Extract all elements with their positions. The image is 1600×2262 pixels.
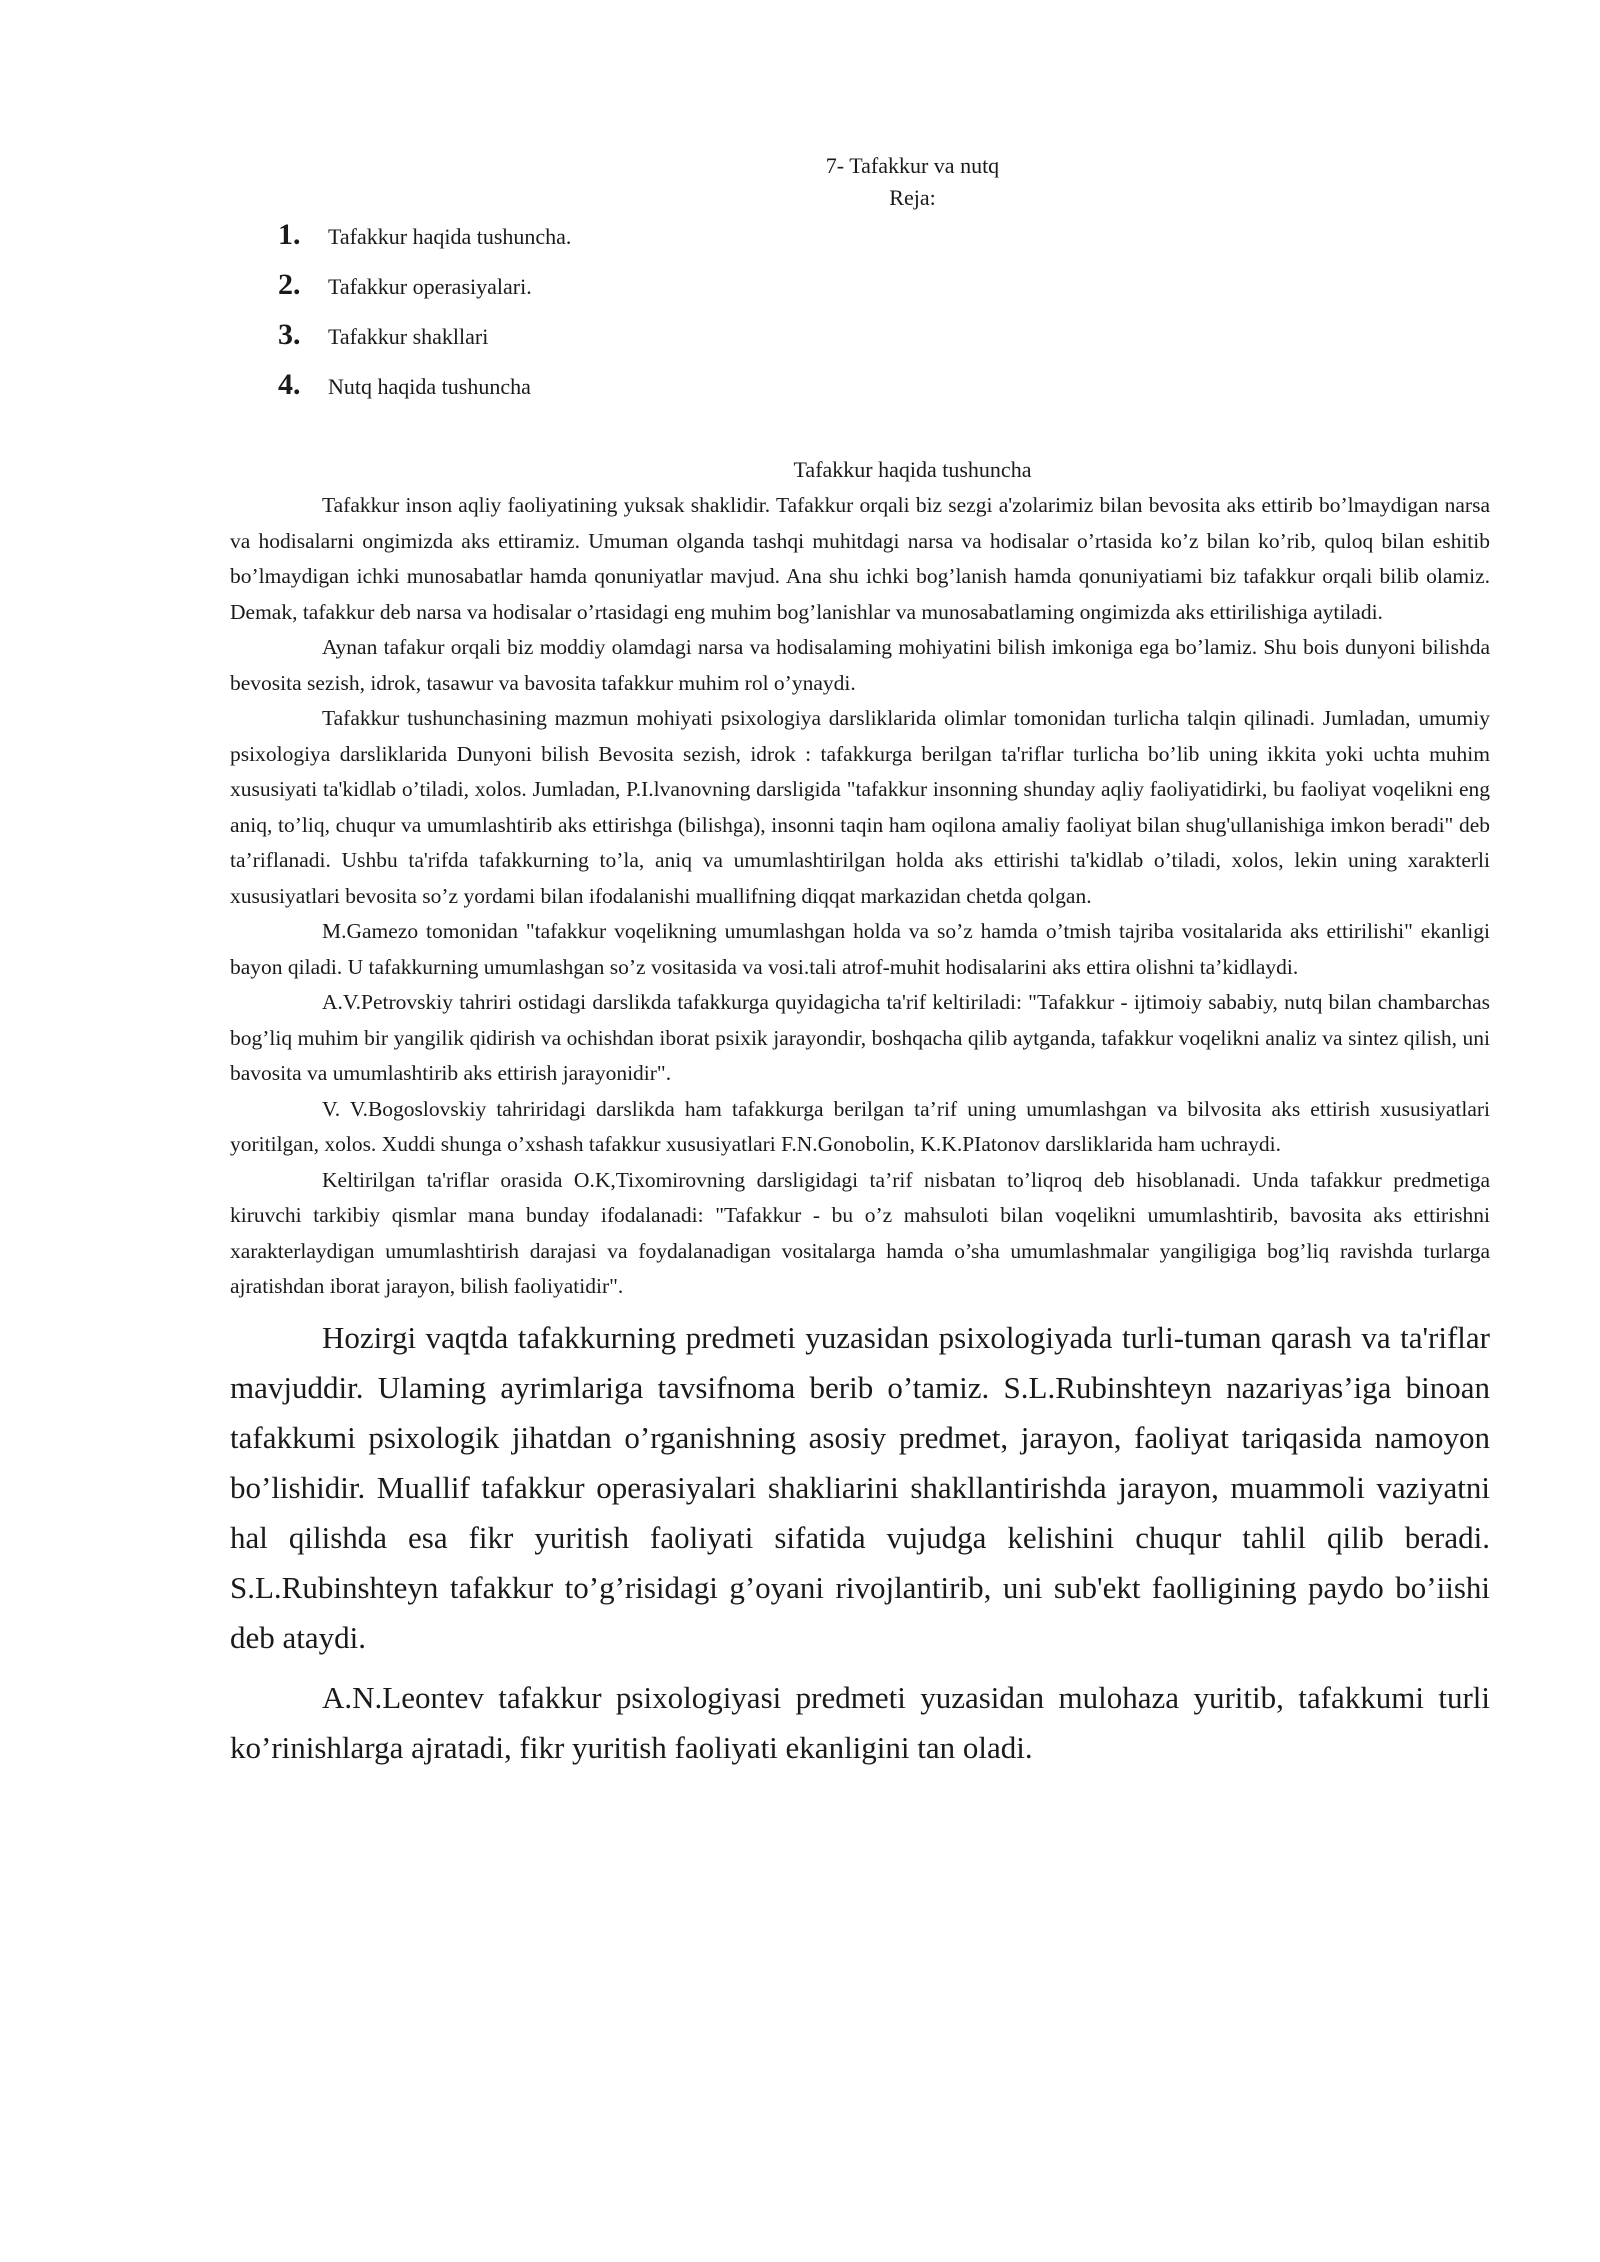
plan-item-number: 4. xyxy=(278,368,301,401)
body-text xyxy=(230,488,1490,1305)
plan-list xyxy=(230,218,1490,418)
page-title: 7- Tafakkur va nutq xyxy=(825,153,1000,178)
paragraph: Keltirilgan ta'riflar orasida O.K,Tixomirovning darsligidagi ta’rif nisbatan to’liqroq deb hisoblanadi. Unda tafakkur predmetiga kiruvchi tarkibiy qismlar mana bunday ifodalanadi: "Tafakkur - bu o’z mahsuloti bilan voqelikni umumlashtirib, bavosita aks ettirishni xarakterlaydigan umumlashtirish darajasi va foydalanadigan vositalarga hamda o’sha umumlashmalar yangiligiga bog’liq ravishda turlarga ajratishdan iborat jarayon, bilish faoliyatidir". xyxy=(230,1167,1490,1298)
plan-item-number: 1. xyxy=(278,218,301,251)
plan-item-number: 2. xyxy=(278,268,301,301)
paragraph-large: Hozirgi vaqtda tafakkurning predmeti yuzasidan psixologiyada turli-tuman qarash va ta'riflar mavjuddir. Ulaming ayrimlariga tavsifnoma berib o’tamiz. S.L.Rubinshteyn nazariyas’iga binoan tafakkumi psixologik jihatdan o’rganishning asosiy predmet, jarayon, faoliyat tariqasida namoyon bo’lishidir. Muallif tafakkur operasiyalari shakliarini shakllantirishda jarayon, muammoli vaziyatni hal qilishda esa fikr yuritish faoliyati sifatida vujudga kelishini chuqur tahlil qilib beradi. S.L.Rubinshteyn tafakkur to’g’risidagi g’oyani rivojlantirib, uni sub'ekt faolligining paydo bo’iishi deb ataydi. xyxy=(230,1319,1490,1655)
paragraph: V. V.Bogoslovskiy tahriridagi darslikda ham tafakkurga berilgan ta’rif uning umumlashgan va bilvosita aks ettirish xususiyatlari yoritilgan, xolos. Xuddi shunga o’xshash tafakkur xususiyatlari F.N.Gonobolin, K.K.PIatonov darsliklarida ham uchraydi. xyxy=(230,1096,1490,1156)
paragraph: M.Gamezo tomonidan "tafakkur voqelikning umumlashgan holda va so’z hamda o’tmish tajriba vositalarida aks ettirilishi" ekanligi bayon qiladi. U tafakkurning umumlashgan so’z vositasida va vosi.tali atrof-muhit hodisalarini aks ettira olishni ta’kidlaydi. xyxy=(230,919,1490,979)
plan-item-text: Tafakkur haqida tushuncha. xyxy=(328,224,572,249)
plan-item xyxy=(278,318,1490,368)
section-title: Tafakkur haqida tushuncha xyxy=(793,457,1032,482)
plan-item xyxy=(278,368,1490,418)
plan-item-text: Nutq haqida tushuncha xyxy=(328,374,531,399)
paragraph: A.V.Petrovskiy tahriri ostidagi darslikda tafakkurga quyidagicha ta'rif keltiriladi: "Tafakkur - ijtimoiy sababiy, nutq bilan chambarchas bog’liq muhim bir yangilik qidirish va ochishdan iborat psixik jarayondir, boshqacha qilib aytganda, tafakkur voqelikni analiz va sintez qilish, uni bavosita va umumlashtirib aks ettirish jarayonidir". xyxy=(230,990,1490,1085)
plan-item xyxy=(278,268,1490,318)
plan-heading: Reja: xyxy=(889,185,936,210)
plan-item xyxy=(278,218,1490,268)
document-page xyxy=(230,150,1490,1783)
plan-item-text: Tafakkur shakllari xyxy=(328,324,489,349)
paragraph: Aynan tafakur orqali biz moddiy olamdagi narsa va hodisalaming mohiyatini bilish imkoniga ega bo’lamiz. Shu bois dunyoni bilishda bevosita sezish, idrok, tasawur va bavosita tafakkur muhim rol o’ynaydi. xyxy=(230,635,1490,695)
paragraph: Tafakkur tushunchasining mazmun mohiyati psixologiya darsliklarida olimlar tomonidan turlicha talqin qilinadi. Jumladan, umumiy psixologiya darsliklarida Dunyoni bilish Bevosita sezish, idrok : tafakkurga berilgan ta'riflar turlicha bo’lib uning ikkita yoki uchta muhim xususiyati ta'kidlab o’tiladi, xolos. Jumladan, P.I.lvanovning darsligida "tafakkur insonning shunday aqliy faoliyatidirki, bu faoliyat voqelikni eng aniq, to’liq, chuqur va umumlashtirib aks ettirishga (bilishga), insonni taqin ham oqilona amaliy faoliyat bilan shug'ullanishiga imkon beradi" deb ta’riflanadi. Ushbu ta'rifda tafakkurning to’la, aniq va umumlashtirilgan holda aks ettirishi ta'kidlab o’tiladi, xolos, lekin uning xarakterli xususiyatlari bevosita so’z yordami bilan ifodalanishi muallifning diqqat markazidan chetda qolgan. xyxy=(230,706,1490,908)
plan-item-number: 3. xyxy=(278,318,301,351)
paragraph-large: A.N.Leontev tafakkur psixologiyasi predmeti yuzasidan mulohaza yuritib, tafakkumi turli ko’rinishlarga ajratadi, fikr yuritish faoliyati ekanligini tan oladi. xyxy=(230,1679,1490,1765)
plan-item-text: Tafakkur operasiyalari. xyxy=(328,274,532,299)
paragraph: Tafakkur inson aqliy faoliyatining yuksak shaklidir. Tafakkur orqali biz sezgi a'zolarimiz bilan bevosita aks ettirib bo’lmaydigan narsa va hodisalarni ongimizda aks ettiramiz. Umuman olganda tashqi muhitdagi narsa va hodisalar o’rtasida ko’z bilan ko’rib, quloq bilan eshitib bo’lmaydigan ichki munosabatlar hamda qonuniyatlar mavjud. Ana shu ichki bog’lanish hamda qonuniyatiami biz tafakkur orqali bilib olamiz. Demak, tafakkur deb narsa va hodisalar o’rtasidagi eng muhim bog’lanishlar va munosabatlaming ongimizda aks ettirilishiga aytiladi. xyxy=(230,493,1490,624)
body-text-large xyxy=(230,1313,1490,1773)
